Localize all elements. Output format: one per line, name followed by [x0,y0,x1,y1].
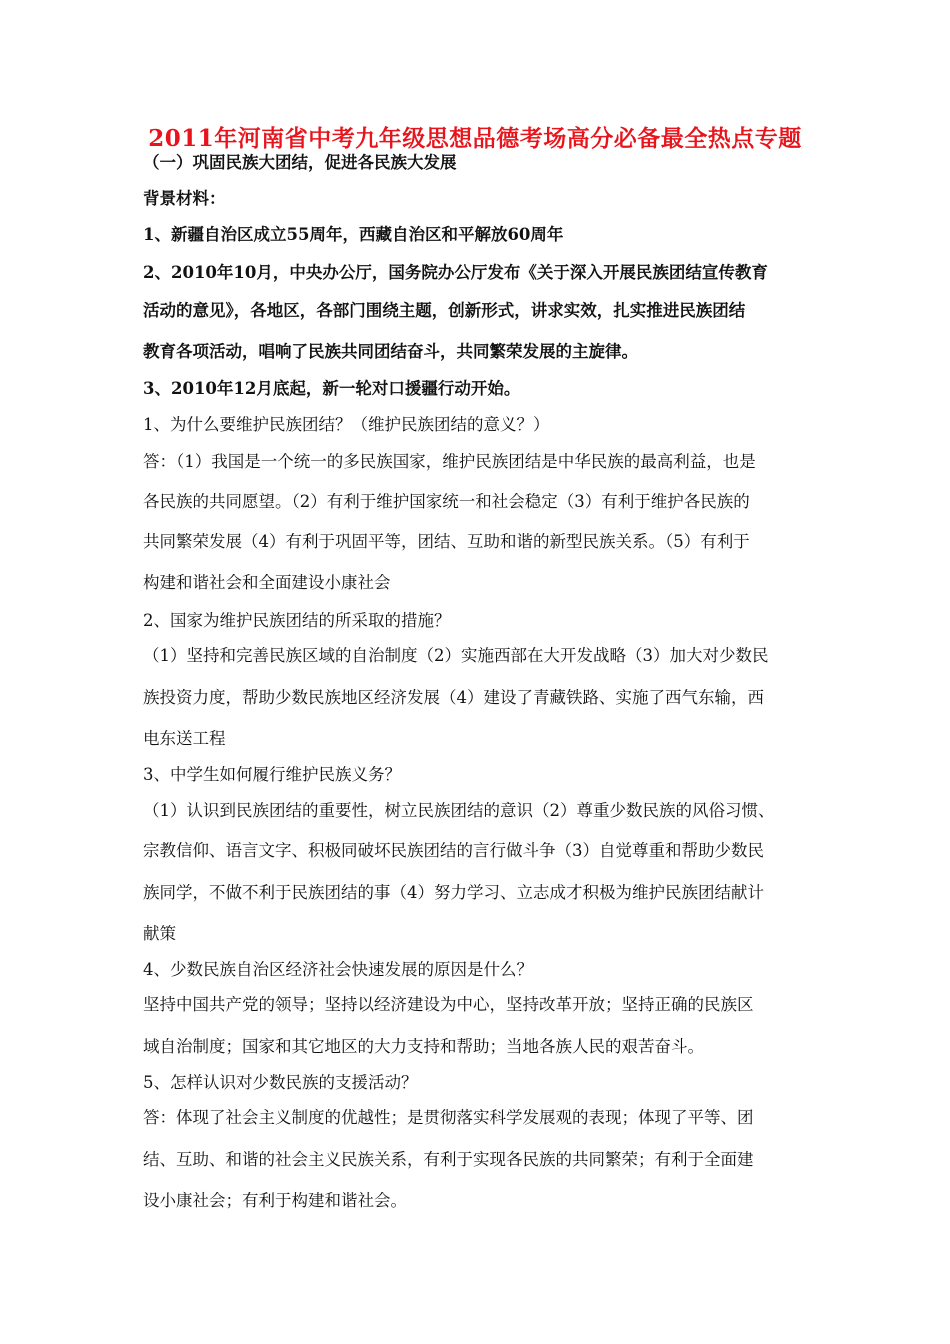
answer-line: 答：体现了社会主义制度的优越性；是贯彻落实科学发展观的表现；体现了平等、团 [143,1108,754,1127]
question-2: 2、国家为维护民族团结的所采取的措施？ [143,611,451,630]
question-4: 4、少数民族自治区经济社会快速发展的原因是什么？ [143,960,533,979]
answer-line: 电东送工程 [143,729,226,748]
background-line: 3、2010年12月底起，新一轮对口援疆行动开始。 [143,379,521,398]
background-line: 教育各项活动，唱响了民族共同团结奋斗，共同繁荣发展的主旋律。 [143,342,638,361]
answer-line: （1）坚持和完善民族区域的自治制度（2）实施西部在大开发战略（3）加大对少数民 [143,646,769,665]
answer-line: 族同学，不做不利于民族团结的事（4）努力学习、立志成才积极为维护民族团结献计 [143,883,764,902]
question-3: 3、中学生如何履行维护民族义务？ [143,765,401,784]
answer-line: 答：（1）我国是一个统一的多民族国家，维护民族团结是中华民族的最高利益，也是 [143,452,756,471]
answer-line: 域自治制度；国家和其它地区的大力支持和帮助；当地各族人民的艰苦奋斗。 [143,1037,704,1056]
document-title: 2011年河南省中考九年级思想品德考场高分必备最全热点专题 [148,125,802,152]
answer-line: （1）认识到民族团结的重要性，树立民族团结的意识（2）尊重少数民族的风俗习惯、 [143,801,775,820]
background-line: 2、2010年10月，中央办公厅，国务院办公厅发布《关于深入开展民族团结宣传教育 [143,263,768,282]
background-line: 活动的意见》，各地区，各部门围绕主题，创新形式，讲求实效，扎实推进民族团结 [143,301,746,320]
answer-line: 构建和谐社会和全面建设小康社会 [143,573,391,592]
answer-line: 族投资力度，帮助少数民族地区经济发展（4）建设了青藏铁路、实施了西气东输，西 [143,688,764,707]
answer-line: 宗教信仰、语言文字、积极同破坏民族团结的言行做斗争（3）自觉尊重和帮助少数民 [143,841,764,860]
answer-line: 献策 [143,924,176,943]
question-1: 1、为什么要维护民族团结？（维护民族团结的意义？） [143,415,550,434]
question-5: 5、怎样认识对少数民族的支援活动？ [143,1073,418,1092]
answer-line: 设小康社会；有利于构建和谐社会。 [143,1191,407,1210]
answer-line: 结、互助、和谐的社会主义民族关系，有利于实现各民族的共同繁荣；有利于全面建 [143,1150,754,1169]
answer-line: 各民族的共同愿望。（2）有利于维护国家统一和社会稳定（3）有利于维护各民族的 [143,492,750,511]
background-line: 1、新疆自治区成立55周年，西藏自治区和平解放60周年 [143,225,564,244]
answer-line: 坚持中国共产党的领导；坚持以经济建设为中心，坚持改革开放；坚持正确的民族区 [143,995,754,1014]
answer-line: 共同繁荣发展（4）有利于巩固平等，团结、互助和谐的新型民族关系。（5）有利于 [143,532,750,551]
section-heading: （一）巩固民族大团结，促进各民族大发展 [143,153,457,172]
background-label: 背景材料： [143,189,226,208]
